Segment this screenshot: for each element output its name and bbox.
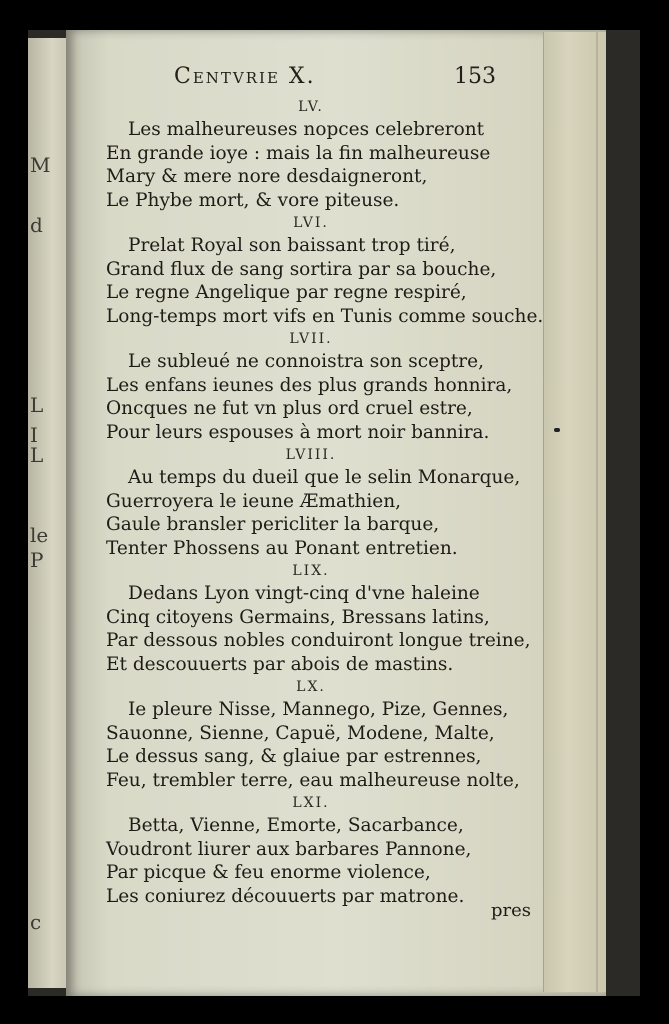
verse-line: Long-temps mort vifs en Tunis comme souche. bbox=[106, 305, 544, 327]
quatrain-number: LX. bbox=[296, 679, 326, 695]
quatrain bbox=[106, 792, 546, 908]
quatrain bbox=[106, 212, 546, 328]
scan-frame bbox=[28, 30, 640, 996]
verse-line: Les enfans ieunes des plus grands honnira, bbox=[106, 374, 513, 396]
quatrain-number: LVIII. bbox=[285, 447, 337, 463]
verse-line: Le regne Angelique par regne respiré, bbox=[106, 282, 467, 303]
verse-line: Par dessous nobles conduiront longue treine, bbox=[106, 630, 531, 651]
left-page-fragment: c bbox=[30, 910, 42, 934]
verse-line: Sauonne, Sienne, Capuë, Modene, Malte, bbox=[106, 722, 495, 744]
quatrain-number: LIX. bbox=[292, 563, 330, 579]
quatrain-number: LV. bbox=[298, 99, 324, 115]
verse-line: Le Phybe mort, & vore piteuse. bbox=[106, 189, 400, 211]
verse-line: Au temps du dueil que le selin Monarque, bbox=[128, 467, 521, 488]
verse-line: Les coniurez découuerts par matrone. bbox=[106, 885, 465, 907]
left-page-fragment: d bbox=[30, 213, 43, 237]
verse-line: Betta, Vienne, Emorte, Sacarbance, bbox=[128, 815, 464, 836]
verse-line: Cinq citoyens Germains, Bressans latins, bbox=[106, 606, 490, 628]
page-number: 153 bbox=[454, 64, 496, 89]
left-page-fragment: L bbox=[30, 443, 44, 467]
quatrain bbox=[106, 328, 546, 444]
left-page-fragment: le bbox=[30, 523, 49, 547]
quatrain bbox=[106, 676, 546, 792]
quatrain bbox=[106, 96, 546, 212]
quatrain-number: LXI. bbox=[292, 795, 330, 811]
verse-line: Prelat Royal son baissant trop tiré, bbox=[128, 235, 456, 256]
verse-line: Le dessus sang, & glaiue par estrennes, bbox=[106, 746, 482, 767]
verse-line: Guerroyera le ieune Æmathien, bbox=[106, 490, 401, 512]
catchword: pres bbox=[491, 900, 532, 921]
verse-line: Mary & mere nore desdaigneront, bbox=[106, 166, 428, 187]
quatrain-number: LVI. bbox=[293, 215, 329, 231]
verse-line: En grande ioye : mais la fin malheureuse bbox=[106, 142, 491, 164]
page-stack-edge bbox=[543, 32, 606, 992]
verse-line: Pour leurs espouses à mort noir bannira. bbox=[106, 421, 490, 443]
verse-line: Ie pleure Nisse, Mannego, Pize, Gennes, bbox=[128, 699, 509, 720]
verse-line: Feu, trembler terre, eau malheureuse nolte, bbox=[106, 769, 520, 791]
verse-line: Par picque & feu enorme violence, bbox=[106, 862, 431, 883]
verse-line: Tenter Phossens au Ponant entretien. bbox=[106, 537, 458, 559]
verse-line: Gaule bransler pericliter la barque, bbox=[106, 514, 440, 535]
book-page bbox=[66, 30, 606, 996]
quatrain bbox=[106, 560, 546, 676]
verse-line: Oncques ne fut vn plus ord cruel estre, bbox=[106, 398, 473, 419]
verse-line: Voudront liurer aux barbares Pannone, bbox=[106, 838, 472, 860]
page-header bbox=[66, 64, 546, 94]
left-page-fragment: P bbox=[30, 548, 44, 572]
verse-line: Les malheureuses nopces celebreront bbox=[128, 119, 485, 140]
quatrain bbox=[106, 444, 546, 560]
running-title: Centvrie X. bbox=[174, 64, 316, 89]
left-page-fragment: M bbox=[30, 153, 51, 177]
quatrain-list bbox=[106, 96, 546, 908]
verse-line: Dedans Lyon vingt-cinq d'vne haleine bbox=[128, 583, 480, 604]
left-page-fragment: L bbox=[30, 393, 44, 417]
verse-line: Et descouuerts par abois de mastins. bbox=[106, 653, 454, 675]
quatrain-number: LVII. bbox=[289, 331, 333, 347]
verse-line: Le subleué ne connoistra son sceptre, bbox=[128, 351, 484, 372]
verse-line: Grand flux de sang sortira par sa bouche, bbox=[106, 258, 497, 280]
left-page-fragment: I bbox=[30, 423, 38, 447]
ink-spot bbox=[554, 428, 560, 432]
left-page-edge bbox=[28, 38, 70, 988]
